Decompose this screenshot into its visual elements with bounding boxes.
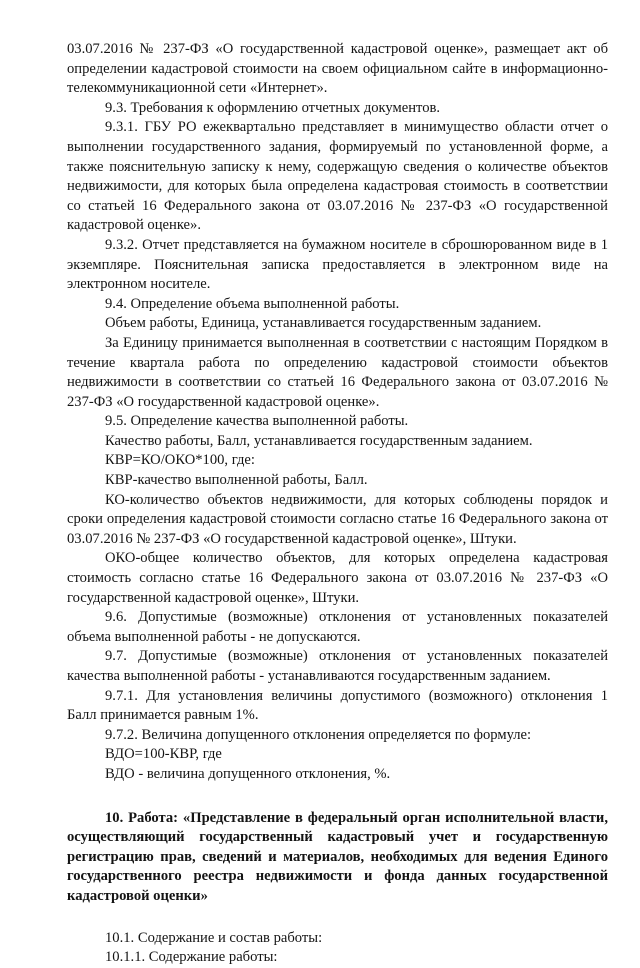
document-page: [67, 40, 608, 968]
paragraph-9-3: 9.3. Требования к оформлению отчетных документов.: [105, 99, 441, 116]
definition-oko: ОКО-общее количество объектов, для которых определена кадастровая стоимость согласно статье 16 Федерального закона от 03.07.2016 № 237-ФЗ «О государственной кадастровой оценке», Штуки.: [67, 550, 608, 606]
paragraph-10-1: 10.1. Содержание и состав работы:: [105, 929, 323, 946]
section-10-heading: 10. Работа: «Представление в федеральный орган исполнительной власти, осуществляющий государственный кадастровый учет и государственную регистрацию прав, сведений и материалов, необходимых для ведения Единого государственного реестра недвижимости и фонда данных государственной кадастровой оценки»: [67, 809, 608, 904]
formula-vdo: ВДО=100-КВР, где: [105, 746, 222, 763]
definition-ko: КО-количество объектов недвижимости, для которых соблюдены порядок и сроки определения кадастровой стоимости согласно статье 16 Федерального закона от 03.07.2016 № 237-ФЗ «О государственной кадастровой оценке», Штуки.: [67, 491, 608, 547]
definition-kvr: КВР-качество выполненной работы, Балл.: [105, 472, 368, 489]
paragraph-9-6: 9.6. Допустимые (возможные) отклонения от установленных показателей объема выполненной работы - не допускаются.: [67, 609, 608, 645]
paragraph-quality: Качество работы, Балл, устанавливается государственным заданием.: [105, 432, 533, 449]
paragraph-9-7-1: 9.7.1. Для установления величины допустимого (возможного) отклонения 1 Балл принимается равным 1%.: [67, 687, 608, 724]
paragraph-10-1-1: 10.1.1. Содержание работы:: [105, 949, 278, 966]
paragraph-9-3-2: 9.3.2. Отчет представляется на бумажном носителе в сброшюрованном виде в 1 экземпляре. Пояснительная записка предоставляется в электронном виде на электронном носителе.: [67, 236, 608, 293]
paragraph-9-3-1: 9.3.1. ГБУ РО ежеквартально представляет в минимущество области отчет о выполнении государственного задания, формируемый по установленной форме, а также пояснительную записку к нему, содержащую сведения о количестве объектов недвижимости, для которых была определена кадастровая стоимость в соответствии со статьей 16 Федерального закона от 03.07.2016 № 237-ФЗ «О государственной кадастровой оценке».: [67, 119, 608, 234]
paragraph-volume: Объем работы, Единица, устанавливается государственным заданием.: [105, 315, 542, 332]
definition-vdo: ВДО - величина допущенного отклонения, %.: [105, 765, 391, 782]
paragraph-9-7-2: 9.7.2. Величина допущенного отклонения определяется по формуле:: [105, 726, 532, 743]
paragraph-9-7: 9.7. Допустимые (возможные) отклонения от установленных показателей качества выполненной работы - устанавливаются государственным заданием.: [67, 648, 608, 684]
formula-kvr: КВР=КО/ОКО*100, где:: [105, 452, 255, 469]
paragraph-9-5: 9.5. Определение качества выполненной работы.: [105, 413, 409, 430]
paragraph-continuation: 03.07.2016 № 237-ФЗ «О государственной кадастровой оценке», размещает акт об определении кадастровой стоимости на своем официальном сайте в информационно-телекоммуникационной сети «Интернет».: [67, 41, 608, 97]
paragraph-9-4: 9.4. Определение объема выполненной работы.: [105, 295, 400, 312]
paragraph-unit-definition: За Единицу принимается выполненная в соответствии с настоящим Порядком в течение квартала работа по определению кадастровой стоимости объектов недвижимости в соответствии со статьей 16 Федерального закона от 03.07.2016 № 237-ФЗ «О государственной кадастровой оценке».: [67, 334, 608, 410]
